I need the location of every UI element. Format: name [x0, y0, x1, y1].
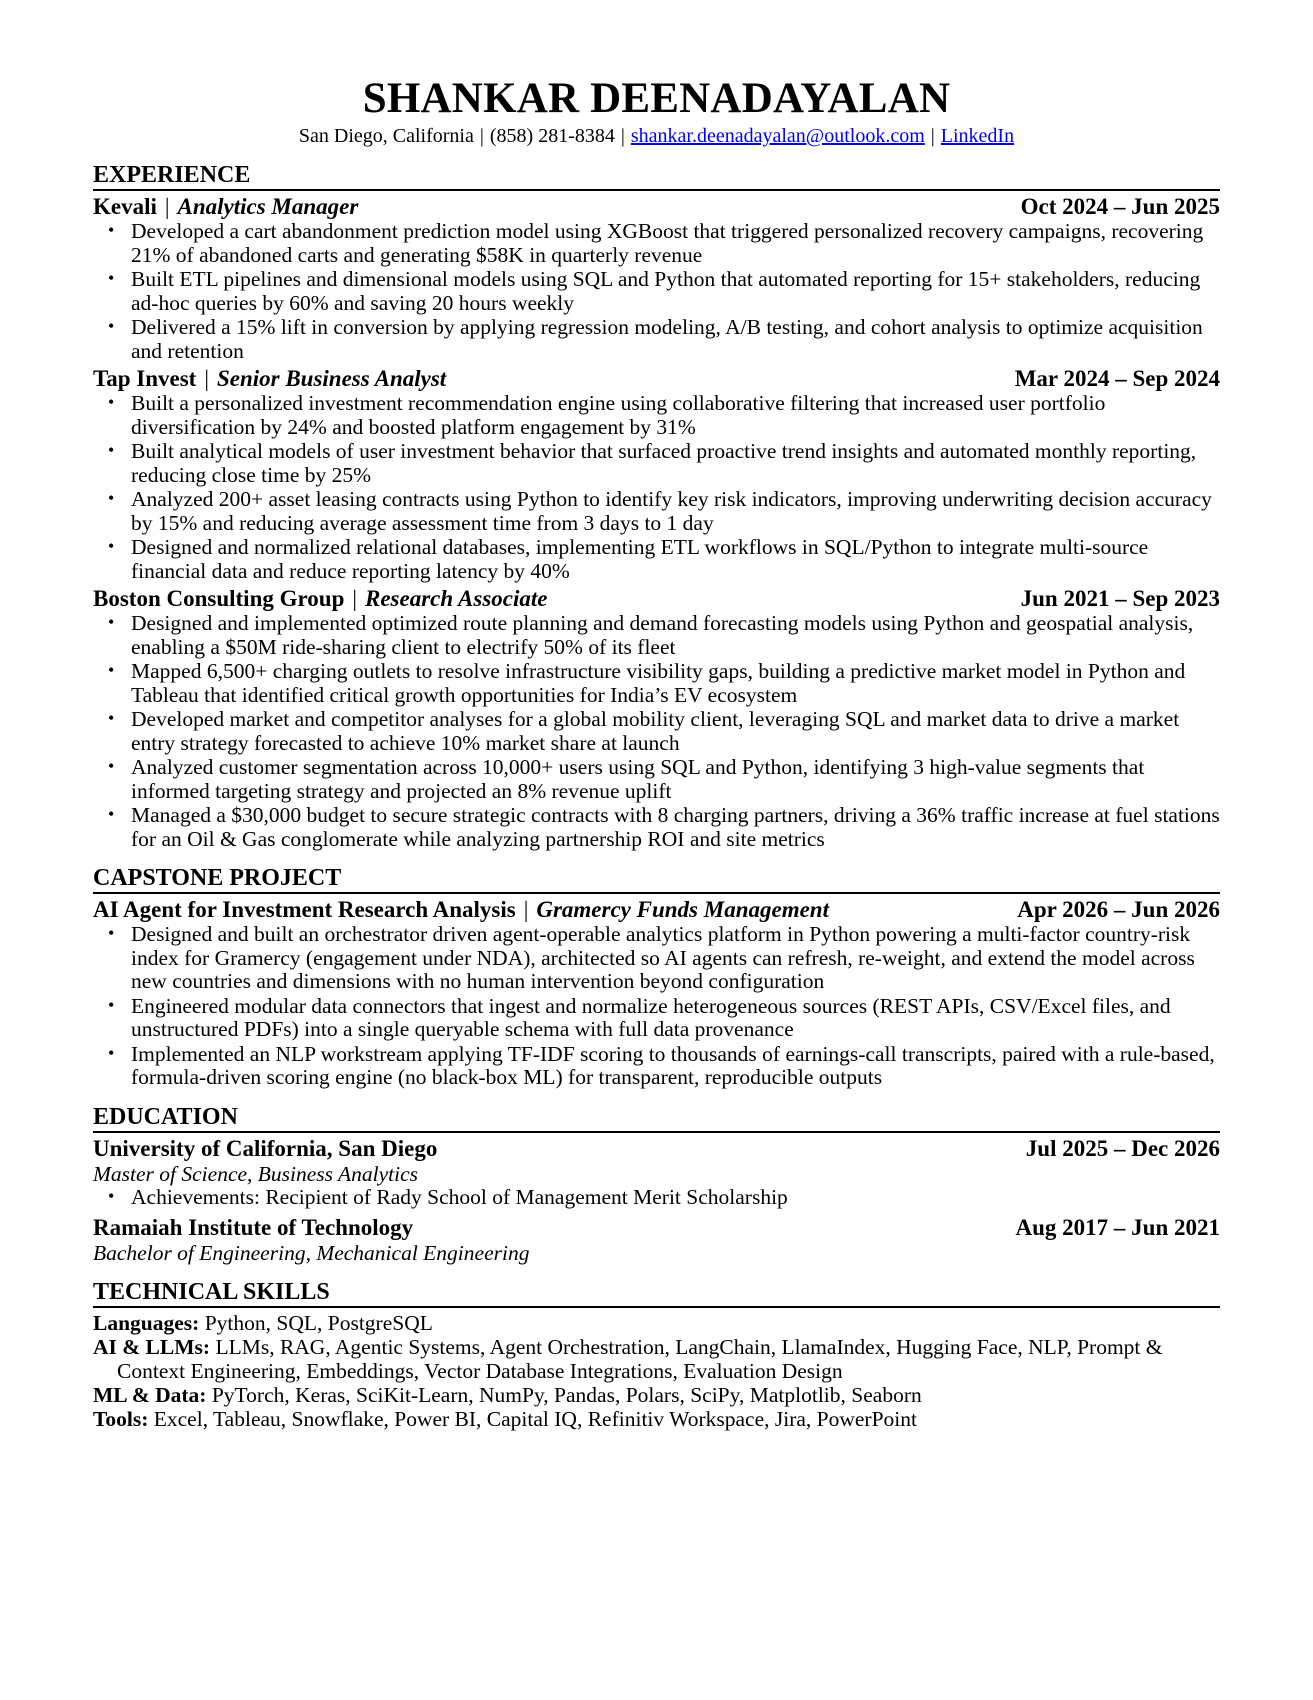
- date-range: Aug 2017 – Jun 2021: [1015, 1215, 1220, 1240]
- skills-value: PyTorch, Keras, SciKit-Learn, NumPy, Pandas, Polars, SciPy, Matplotlib, Seaborn: [211, 1383, 922, 1407]
- skills-value: Excel, Tableau, Snowflake, Power BI, Capital IQ, Refinitiv Workspace, Jira, PowerPoint: [153, 1407, 917, 1431]
- bullet-item: • Developed market and competitor analyses for a global mobility client, leveraging SQL and market data to drive a market entry strategy forecasted to achieve 10% market share at launch: [93, 708, 1220, 755]
- skills-value: LLMs, RAG, Agentic Systems, Agent Orchestration, LangChain, LlamaIndex, Hugging Face, NLP, Prompt & Context Engineering, Embeddings, Vector Database Integrations, Evaluation Design: [117, 1335, 1163, 1383]
- separator: |: [523, 897, 529, 922]
- date-range: Jul 2025 – Dec 2026: [1025, 1135, 1220, 1161]
- bullet-list: [93, 1186, 1220, 1210]
- capstone-section: [93, 864, 1220, 1090]
- bullet-list: [93, 612, 1220, 851]
- date-range: Oct 2024 – Jun 2025: [1020, 194, 1220, 219]
- education-section: [93, 1103, 1220, 1266]
- bullet-item: • Built a personalized investment recommendation engine using collaborative filtering that increased user portfolio diversification by 24% and boosted platform engagement by 31%: [93, 392, 1220, 439]
- entry-header: [93, 194, 1220, 220]
- school-name: University of California, San Diego: [93, 1135, 438, 1161]
- organization: Tap Invest: [93, 366, 197, 391]
- bullet-item: • Managed a $30,000 budget to secure strategic contracts with 8 charging partners, driving a 36% traffic increase at fuel stations for an Oil & Gas conglomerate while analyzing partnership ROI and site metrics: [93, 804, 1220, 851]
- bullet-list: [93, 220, 1220, 363]
- section-title: TECHNICAL SKILLS: [93, 1278, 1220, 1308]
- skills-row: [93, 1383, 1220, 1407]
- education-entry: [93, 1136, 1220, 1210]
- date-range: Mar 2024 – Sep 2024: [1014, 366, 1220, 391]
- bullet-item: • Analyzed 200+ asset leasing contracts using Python to identify key risk indicators, improving underwriting decision accuracy by 15% and reducing average assessment time from 3 days to 1 day: [93, 488, 1220, 535]
- client-name: Gramercy Funds Management: [536, 897, 829, 922]
- experience-entry: [93, 586, 1220, 851]
- bullet-item: • Engineered modular data connectors that ingest and normalize heterogeneous sources (REST APIs, CSV/Excel files, and unstructured PDFs) into a single queryable schema with full data provenance: [93, 995, 1220, 1042]
- school-name: Ramaiah Institute of Technology: [93, 1215, 414, 1240]
- project-entry: [93, 897, 1220, 1090]
- bullet-item: • Built analytical models of user investment behavior that surfaced proactive trend insights and automated monthly reporting, reducing close time by 25%: [93, 440, 1220, 487]
- job-title: Senior Business Analyst: [216, 366, 447, 391]
- bullet-item: • Developed a cart abandonment prediction model using XGBoost that triggered personalized recovery campaigns, recovering 21% of abandoned carts and generating $58K in quarterly revenue: [93, 220, 1220, 267]
- degree: Master of Science, Business Analytics: [93, 1161, 419, 1186]
- skills-row: [93, 1407, 1220, 1431]
- project-name: AI Agent for Investment Research Analysis: [93, 897, 516, 922]
- entry-header: [93, 1136, 1220, 1162]
- bullet-item: • Analyzed customer segmentation across 10,000+ users using SQL and Python, identifying 3 high-value segments that informed targeting strategy and projected an 8% revenue uplift: [93, 756, 1220, 803]
- separator: |: [620, 125, 625, 147]
- entry-header: [93, 897, 1220, 923]
- separator: |: [479, 125, 484, 147]
- skills-label: Languages:: [93, 1311, 200, 1335]
- skills-row: [93, 1335, 1220, 1383]
- bullet-list: [93, 392, 1220, 583]
- experience-entry: [93, 366, 1220, 583]
- experience-entry: [93, 194, 1220, 363]
- section-title: EXPERIENCE: [93, 161, 1220, 191]
- contact-line: [93, 124, 1220, 148]
- job-title: Analytics Manager: [177, 194, 359, 219]
- bullet-item: • Achievements: Recipient of Rady School of Management Merit Scholarship: [93, 1186, 1220, 1210]
- bullet-item: • Designed and normalized relational databases, implementing ETL workflows in SQL/Python to integrate multi-source financial data and reduce reporting latency by 40%: [93, 536, 1220, 583]
- date-range: Apr 2026 – Jun 2026: [1017, 897, 1220, 922]
- skills-section: [93, 1278, 1220, 1431]
- bullet-item: • Mapped 6,500+ charging outlets to resolve infrastructure visibility gaps, building a predictive market model in Python and Tableau that identified critical growth opportunities for India’s EV ecosystem: [93, 660, 1220, 707]
- organization: Kevali: [93, 194, 157, 219]
- organization: Boston Consulting Group: [93, 586, 345, 611]
- skills-label: Tools:: [93, 1407, 149, 1431]
- bullet-item: • Designed and implemented optimized route planning and demand forecasting models using Python and geospatial analysis, enabling a $50M ride-sharing client to electrify 50% of its fleet: [93, 612, 1220, 659]
- separator: |: [352, 586, 357, 611]
- bullet-item: • Delivered a 15% lift in conversion by applying regression modeling, A/B testing, and cohort analysis to optimize acquisition and retention: [93, 316, 1220, 363]
- date-range: Jun 2021 – Sep 2023: [1020, 586, 1220, 611]
- bullet-list: [93, 923, 1220, 1090]
- bullet-item: • Designed and built an orchestrator driven agent-operable analytics platform in Python powering a multi-factor country-risk index for Gramercy (engagement under NDA), architected so AI agents can refresh, re-weight, and extend the model across new countries and dimensions with no human intervention beyond configuration: [93, 923, 1220, 994]
- bullet-item: • Built ETL pipelines and dimensional models using SQL and Python that automated reporting for 15+ stakeholders, reducing ad-hoc queries by 60% and saving 20 hours weekly: [93, 268, 1220, 315]
- job-title: Research Associate: [365, 586, 548, 611]
- entry-header: [93, 1215, 1220, 1241]
- experience-section: [93, 161, 1220, 851]
- section-title: CAPSTONE PROJECT: [93, 864, 1220, 894]
- separator: |: [930, 125, 935, 147]
- skills-label: AI & LLMs:: [93, 1335, 211, 1359]
- separator: |: [204, 366, 209, 391]
- entry-header: [93, 366, 1220, 392]
- skills-label: ML & Data:: [93, 1383, 207, 1407]
- bullet-item: • Implemented an NLP workstream applying TF-IDF scoring to thousands of earnings-call transcripts, paired with a rule-based, formula-driven scoring engine (no black-box ML) for transparent, reproducible outputs: [93, 1043, 1220, 1090]
- skills-value: Python, SQL, PostgreSQL: [204, 1311, 433, 1335]
- section-title: EDUCATION: [93, 1103, 1220, 1133]
- email-link[interactable]: shankar.deenadayalan@outlook.com: [630, 125, 925, 147]
- linkedin-link[interactable]: LinkedIn: [940, 125, 1015, 147]
- skills-row: [93, 1311, 1220, 1335]
- phone: (858) 281-8384: [489, 125, 615, 147]
- entry-header: [93, 586, 1220, 612]
- candidate-name: SHANKAR DEENADAYALAN: [362, 75, 951, 122]
- separator: |: [164, 194, 170, 219]
- degree: Bachelor of Engineering, Mechanical Engineering: [93, 1241, 530, 1265]
- location: San Diego, California: [298, 125, 474, 147]
- education-entry: [93, 1215, 1220, 1265]
